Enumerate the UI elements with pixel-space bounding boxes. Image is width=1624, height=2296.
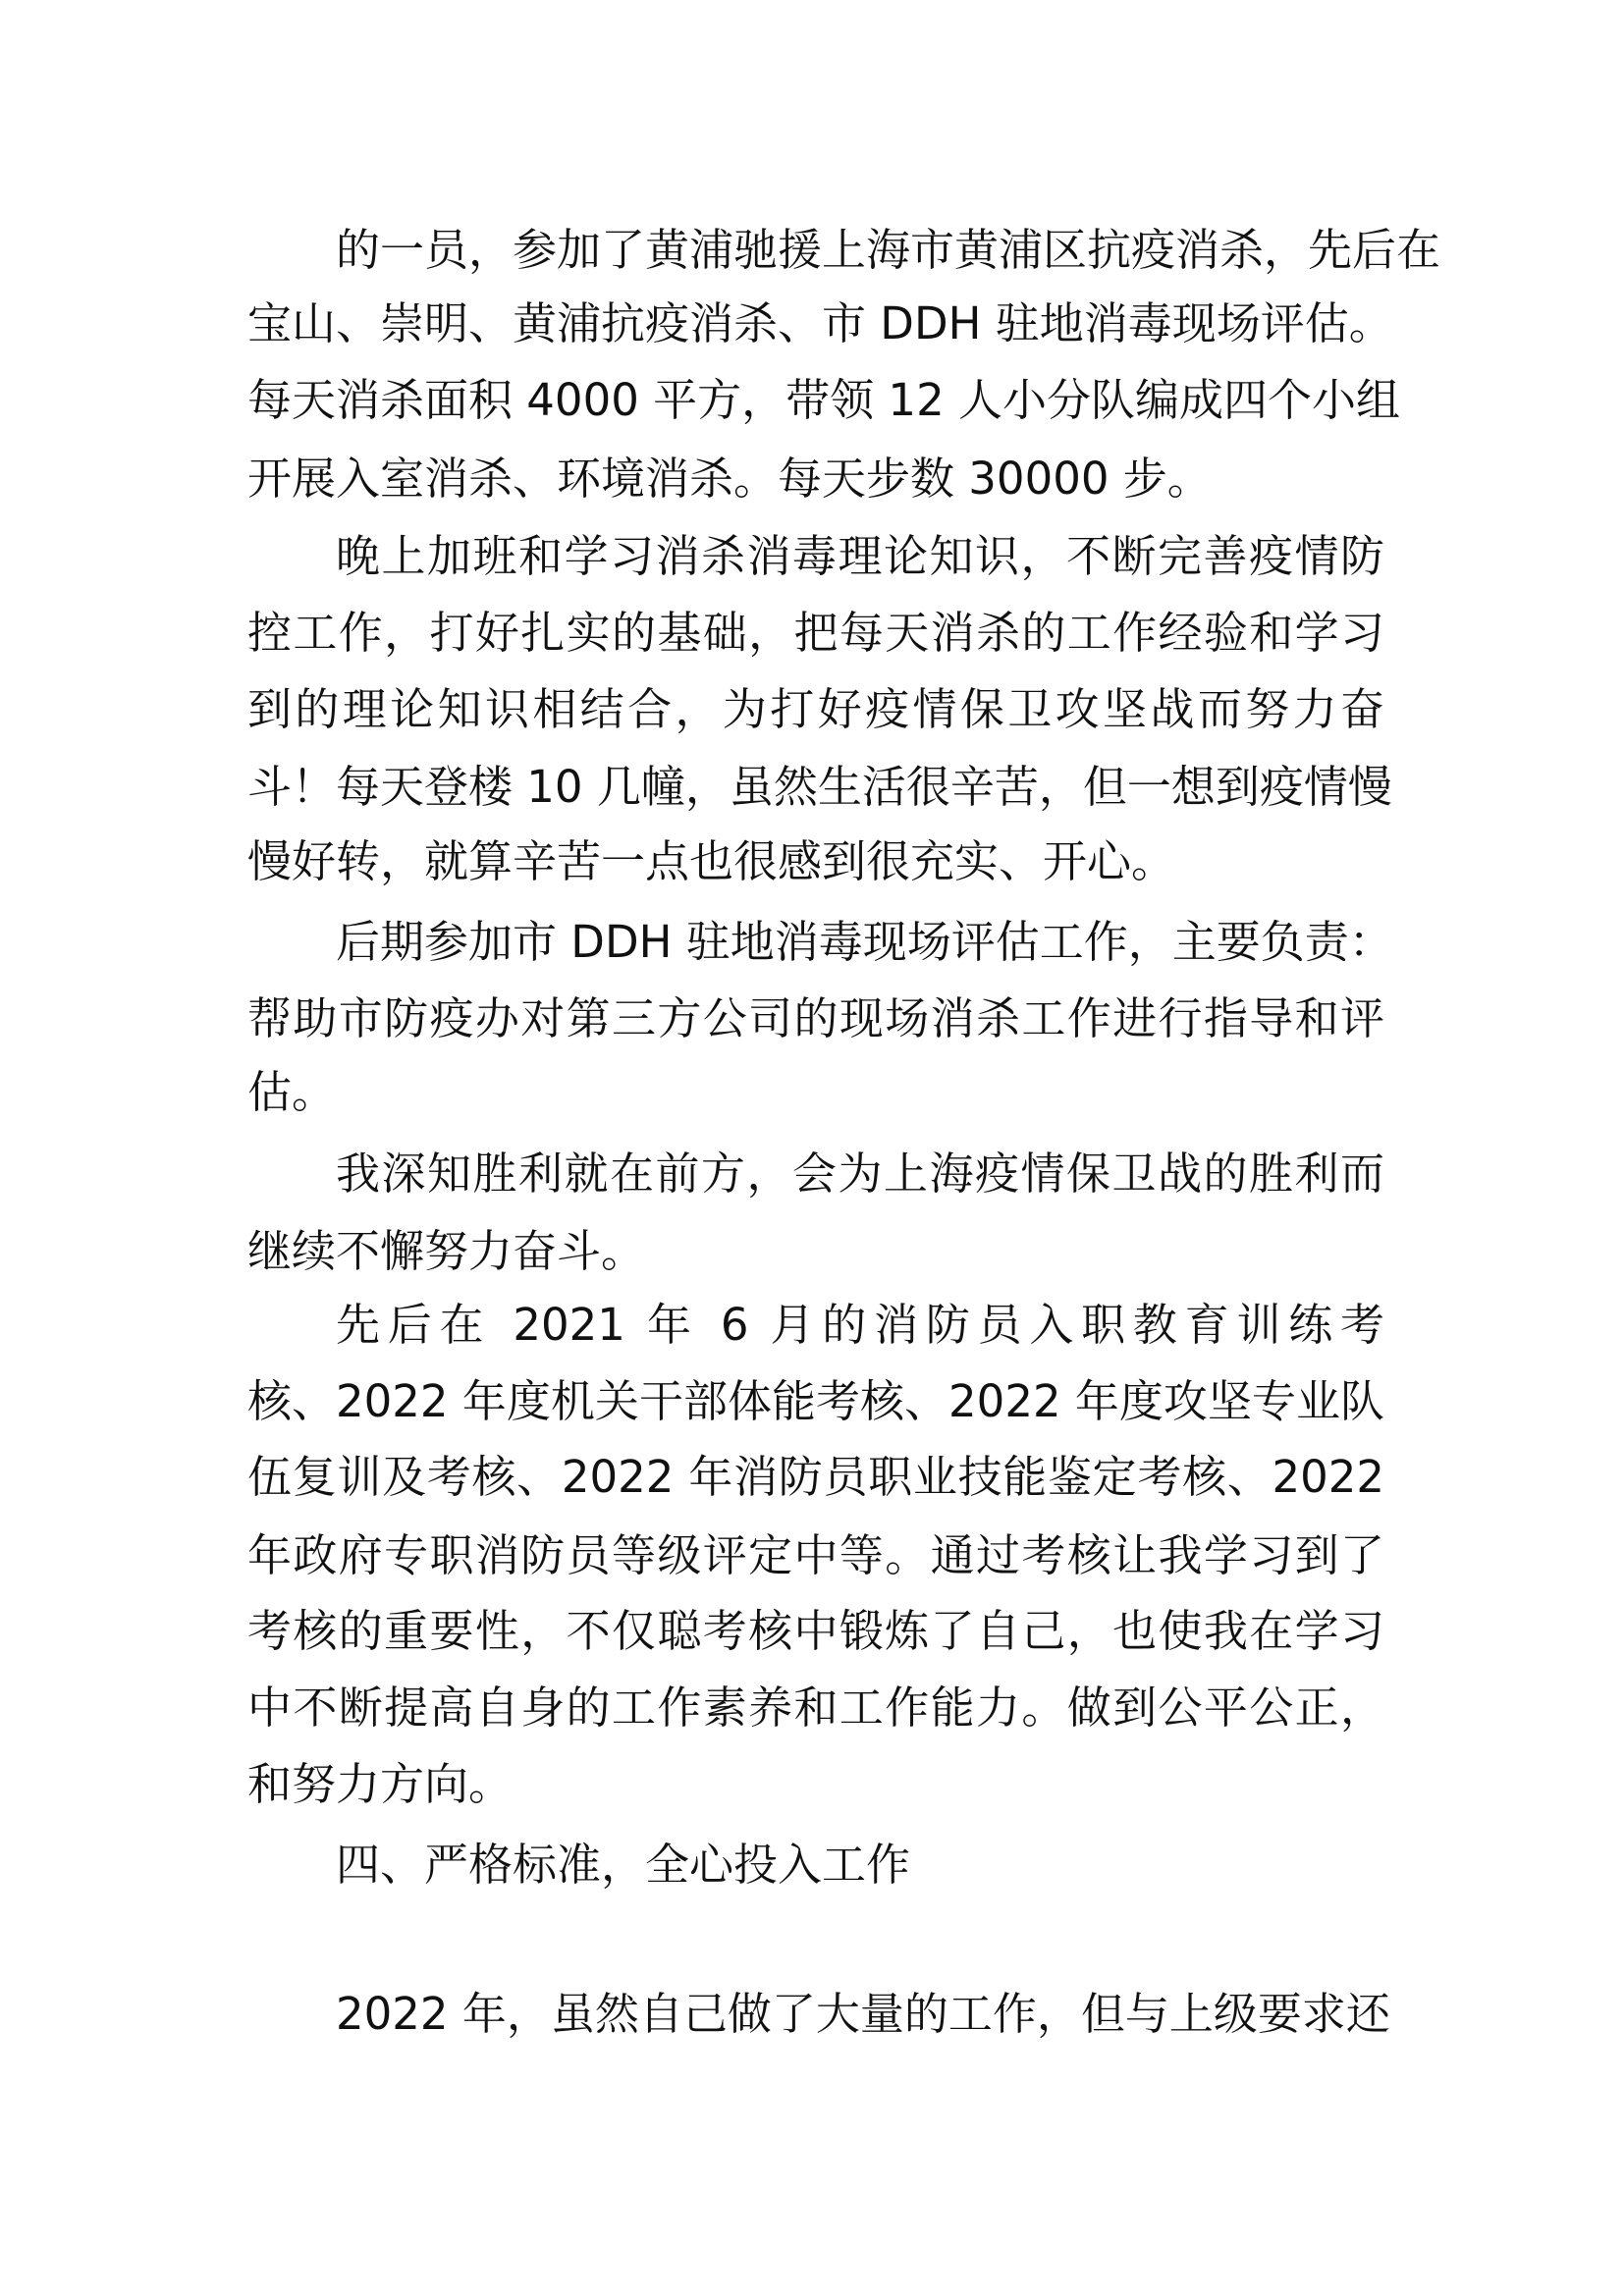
text-line: 斗！每天登楼 10 几幢，虽然生活很辛苦，但一想到疫情慢 (247, 761, 1392, 813)
text-line: 我深知胜利就在前方，会为上海疫情保卫战的胜利而 (336, 1148, 1384, 1200)
text-line: 开展入室消杀、环境消杀。每天步数 30000 步。 (247, 453, 1212, 505)
text-line: 核、2022 年度机关干部体能考核、2022 年度攻坚专业队 (247, 1375, 1384, 1427)
text-line: 伍复训及考核、2022 年消防员职业技能鉴定考核、2022 (247, 1451, 1384, 1503)
text-line: 每天消杀面积 4000 平方，带领 12 人小分队编成四个小组 (247, 374, 1401, 426)
text-line: 考核的重要性，不仅聪考核中锻炼了自己，也使我在学习 (247, 1605, 1384, 1657)
text-line: 继续不懈努力奋斗。 (247, 1225, 646, 1277)
text-line: 控工作，打好扎实的基础，把每天消杀的工作经验和学习 (247, 607, 1384, 659)
text-line: 帮助市防疫办对第三方公司的现场消杀工作进行指导和评 (247, 992, 1384, 1044)
text-line: 年政府专职消防员等级评定中等。通过考核让我学习到了 (247, 1529, 1384, 1581)
text-line: 的一员，参加了黄浦驰援上海市黄浦区抗疫消杀，先后在 (336, 224, 1441, 276)
text-line: 晚上加班和学习消杀消毒理论知识，不断完善疫情防 (336, 530, 1384, 582)
section-heading: 四、严格标准，全心投入工作 (336, 1839, 911, 1891)
text-line: 估。 (247, 1066, 337, 1118)
text-line: 慢好转，就算辛苦一点也很感到很充实、开心。 (247, 835, 1176, 887)
text-line: 到的理论知识相结合，为打好疫情保卫攻坚战而努力奋 (247, 683, 1384, 735)
text-line: 先后在 2021 年 6 月的消防员入职教育训练考 (336, 1299, 1384, 1351)
text-line: 后期参加市 DDH 驻地消毒现场评估工作，主要负责： (336, 916, 1393, 968)
text-line: 中不断提高自身的工作素养和工作能力。做到公平公正， (247, 1682, 1384, 1734)
text-line: 宝山、崇明、黄浦抗疫消杀、市 DDH 驻地消毒现场评估。 (247, 297, 1393, 349)
text-line: 2022 年，虽然自己做了大量的工作，但与上级要求还 (336, 1988, 1390, 2040)
text-line: 和努力方向。 (247, 1758, 514, 1810)
